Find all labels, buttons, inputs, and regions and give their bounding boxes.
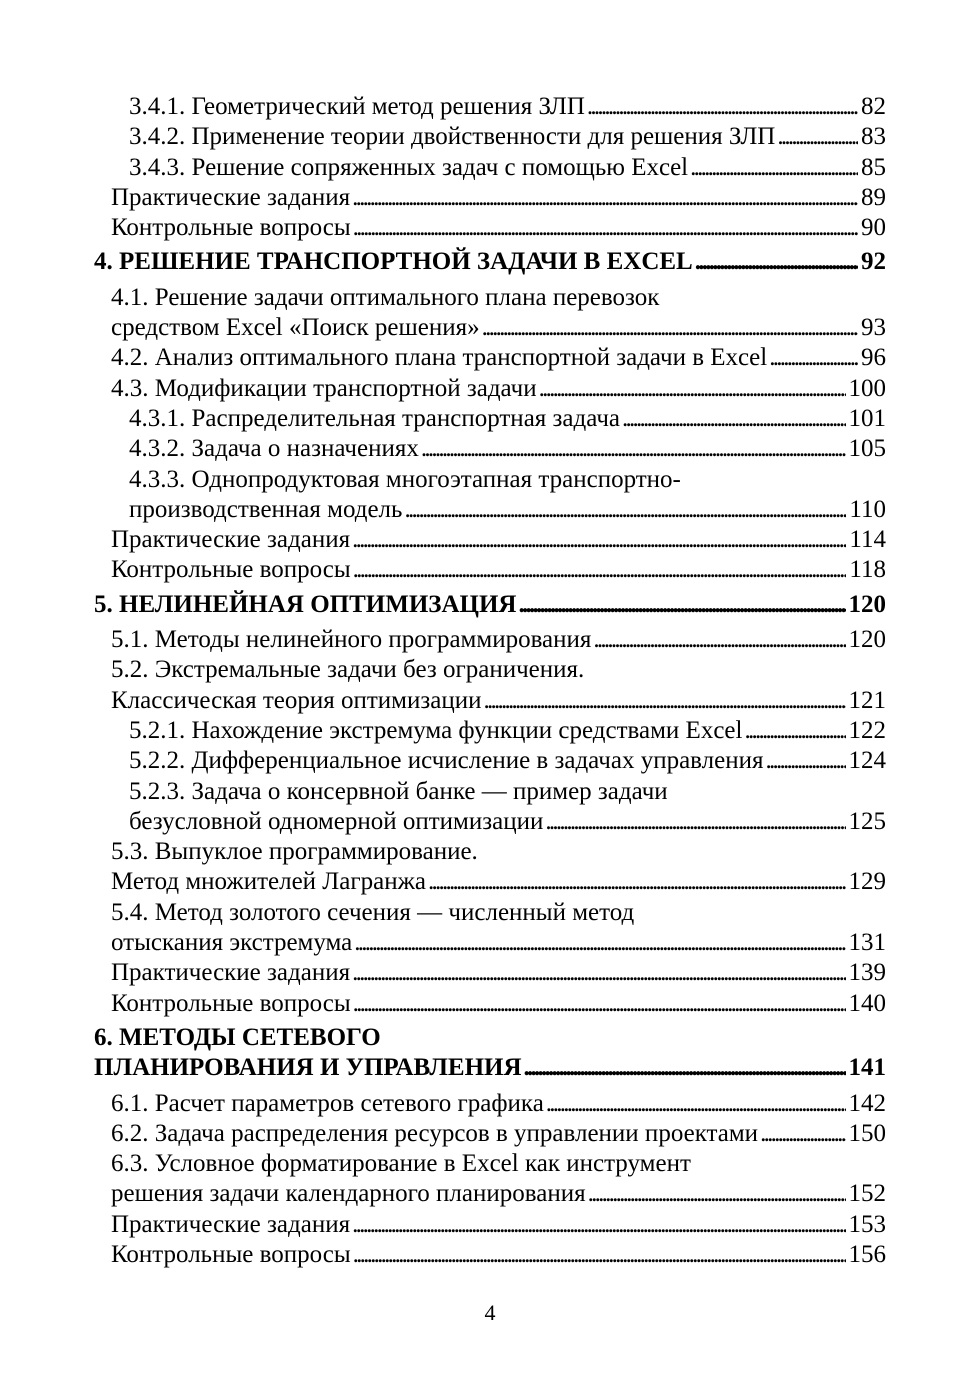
toc-entry [94, 555, 886, 585]
toc-entry-title: Контрольные вопросы [111, 989, 351, 1017]
toc-entry-title: Контрольные вопросы [111, 214, 351, 242]
toc-entry-title: 3.4.1. Геометрический метод решения ЗЛП [129, 93, 585, 120]
toc-entry [94, 122, 886, 152]
dot-leader [404, 495, 846, 525]
toc-entry-title-line1: 4.1. Решение задачи оптимального плана перевозок [111, 283, 660, 311]
toc-entry [94, 1210, 886, 1240]
toc-page-number: 114 [849, 526, 886, 554]
toc-page-number: 120 [848, 590, 886, 618]
dot-leader [352, 525, 846, 555]
toc-chapter-title-line1: 6. МЕТОДЫ СЕТЕВОГО [94, 1023, 381, 1051]
dot-leader [483, 686, 845, 716]
toc-entry-title: 4.2. Анализ оптимального плана транспортной задачи в Excel [111, 344, 768, 372]
dot-leader [546, 1089, 846, 1119]
toc-entry [94, 1089, 886, 1119]
toc-page-number: 121 [848, 686, 886, 714]
table-of-contents [94, 92, 886, 1270]
dot-leader [593, 625, 845, 655]
toc-entry-title: Контрольные вопросы [111, 1240, 351, 1268]
dot-leader [482, 313, 858, 343]
toc-entry [94, 404, 886, 434]
dot-leader [744, 716, 845, 746]
toc-entry-title: отыскания экстремума [111, 929, 353, 957]
toc-chapter-title: 4. РЕШЕНИЕ ТРАНСПОРТНОЙ ЗАДАЧИ В EXCEL [94, 248, 693, 276]
toc-entry-title-line1: 6.3. Условное форматирование в Excel как инструмент [111, 1150, 691, 1178]
dot-leader [353, 213, 858, 243]
toc-entry [94, 434, 886, 464]
dot-leader [587, 92, 858, 122]
toc-entry-title: Практические задания [111, 1210, 351, 1238]
toc-entry-title: Метод множителей Лагранжа [111, 868, 426, 896]
toc-page-number: 110 [849, 495, 886, 523]
page-number: 4 [484, 1300, 496, 1325]
toc-entry-title: решения задачи календарного планирования [111, 1180, 586, 1208]
toc-entry-title: Практические задания [111, 183, 351, 211]
toc-page-number: 82 [861, 93, 886, 120]
dot-leader [352, 183, 858, 213]
dot-leader [777, 122, 858, 152]
toc-entry [94, 1240, 886, 1270]
toc-page-number: 89 [861, 183, 886, 211]
toc-entry-title: Контрольные вопросы [111, 556, 351, 584]
toc-page-number: 156 [848, 1240, 886, 1268]
toc-entry-title: Классическая теория оптимизации [111, 686, 482, 714]
toc-entry [94, 374, 886, 404]
toc-entry-title-line1: 5.2. Экстремальные задачи без ограничения. [111, 656, 585, 684]
dot-leader [519, 590, 846, 620]
toc-entry [94, 283, 886, 344]
toc-entry [94, 183, 886, 213]
toc-chapter-title: ПЛАНИРОВАНИЯ И УПРАВЛЕНИЯ [94, 1054, 522, 1082]
toc-entry [94, 525, 886, 555]
toc-entry-title: безусловной одномерной оптимизации [129, 807, 544, 835]
toc-entry-title: 4.3.1. Распределительная транспортная задача [129, 404, 620, 432]
toc-entry [94, 153, 886, 183]
toc-entry [94, 898, 886, 959]
toc-entry-title: 4.3.2. Задача о назначениях [129, 435, 419, 463]
toc-page-number: 139 [848, 959, 886, 987]
toc-page-number: 150 [848, 1119, 886, 1147]
dot-leader [428, 867, 846, 897]
toc-entry [94, 625, 886, 655]
toc-entry [94, 1149, 886, 1210]
toc-entry-title: 6.1. Расчет параметров сетевого графика [111, 1089, 544, 1117]
dot-leader [769, 343, 858, 373]
toc-page-number: 92 [861, 248, 886, 276]
dot-leader [354, 928, 845, 958]
dot-leader [524, 1053, 846, 1083]
toc-entry-title: 5.1. Методы нелинейного программирования [111, 626, 592, 654]
toc-entry-title-line1: 5.3. Выпуклое программирование. [111, 838, 478, 866]
toc-page-number: 85 [861, 153, 886, 181]
toc-entry-title: 4.3. Модификации транспортной задачи [111, 374, 537, 402]
toc-page-number: 105 [848, 435, 886, 463]
dot-leader [352, 1210, 845, 1240]
dot-leader [353, 1240, 846, 1270]
toc-entry [94, 465, 886, 526]
toc-page-number: 152 [848, 1180, 886, 1208]
toc-entry [94, 655, 886, 716]
dot-leader [588, 1179, 846, 1209]
toc-entry [94, 989, 886, 1019]
toc-entry-title: 6.2. Задача распределения ресурсов в управлении проектами [111, 1119, 759, 1147]
toc-entry-title: 3.4.2. Применение теории двойственности для решения ЗЛП [129, 123, 776, 151]
toc-entry-title: 3.4.3. Решение сопряженных задач с помощью Excel [129, 153, 689, 181]
toc-entry-title: 5.2.1. Нахождение экстремума функции средствами Excel [129, 716, 743, 744]
toc-entry [94, 958, 886, 988]
toc-page-number: 125 [848, 807, 886, 835]
toc-page-number: 142 [848, 1089, 886, 1117]
toc-page-number: 129 [848, 868, 886, 896]
toc-chapter-heading [94, 590, 886, 620]
toc-entry-title: 5.2.2. Дифференциальное исчисление в задачах управления [129, 747, 764, 775]
toc-page-number: 122 [848, 716, 886, 744]
toc-entry-title: Практические задания [111, 526, 351, 554]
toc-entry [94, 777, 886, 838]
dot-leader [539, 374, 846, 404]
toc-entry [94, 1119, 886, 1149]
toc-entry-title: производственная модель [129, 495, 403, 523]
dot-leader [765, 746, 845, 776]
toc-entry-title: средством Excel «Поиск решения» [111, 314, 480, 342]
toc-page-number: 100 [848, 374, 886, 402]
toc-entry-title-line1: 4.3.3. Однопродуктовая многоэтапная транспортно- [129, 465, 681, 493]
toc-entry [94, 92, 886, 122]
toc-page-number: 90 [861, 214, 886, 242]
toc-entry [94, 343, 886, 373]
toc-entry [94, 837, 886, 898]
toc-page-number: 118 [849, 556, 886, 584]
dot-leader [622, 404, 846, 434]
dot-leader [695, 247, 858, 277]
toc-page-number: 153 [848, 1210, 886, 1238]
toc-page-number: 96 [861, 344, 886, 372]
toc-page-number: 124 [848, 747, 886, 775]
dot-leader [352, 958, 845, 988]
toc-entry [94, 213, 886, 243]
toc-entry [94, 716, 886, 746]
dot-leader [421, 434, 846, 464]
toc-chapter-heading [94, 247, 886, 277]
dot-leader [353, 555, 847, 585]
dot-leader [545, 807, 845, 837]
toc-page-number: 140 [848, 989, 886, 1017]
toc-page-number: 83 [861, 123, 886, 151]
toc-entry-title-line1: 5.2.3. Задача о консервной банке — пример задачи [129, 777, 668, 805]
dot-leader [760, 1119, 845, 1149]
dot-leader [353, 989, 846, 1019]
toc-page-number: 120 [848, 626, 886, 654]
toc-page-number: 141 [848, 1054, 886, 1082]
toc-page-number: 101 [848, 404, 886, 432]
toc-page-number: 93 [861, 314, 886, 342]
toc-entry-title-line1: 5.4. Метод золотого сечения — численный метод [111, 898, 635, 926]
toc-entry-title: Практические задания [111, 959, 351, 987]
toc-page-number: 131 [848, 929, 886, 957]
dot-leader [690, 153, 858, 183]
toc-chapter-heading [94, 1023, 886, 1084]
toc-entry [94, 746, 886, 776]
toc-chapter-title: 5. НЕЛИНЕЙНАЯ ОПТИМИЗАЦИЯ [94, 590, 517, 618]
